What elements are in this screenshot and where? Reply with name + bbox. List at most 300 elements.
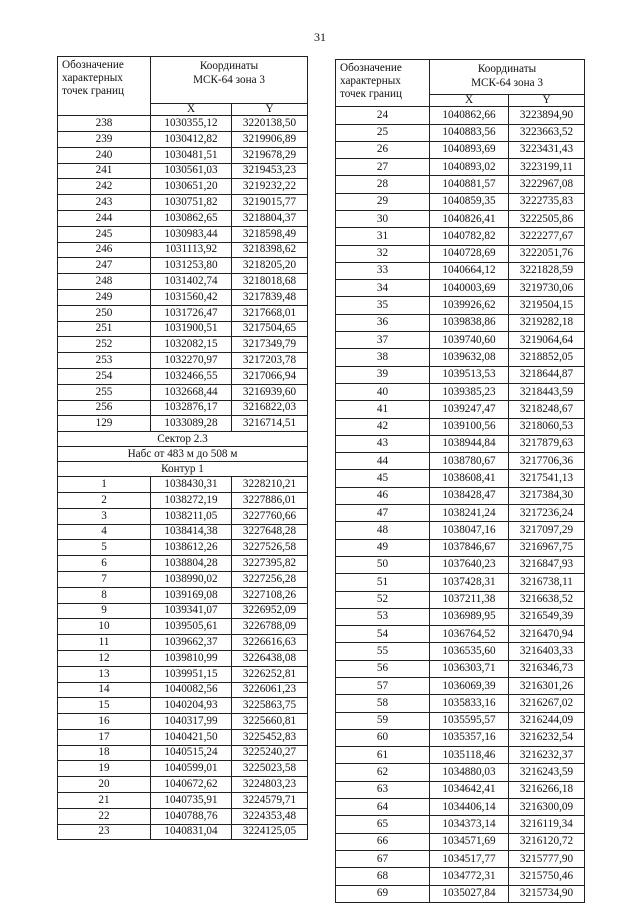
y-coordinate: 3227395,82	[232, 556, 308, 572]
point-number: 26	[336, 141, 430, 158]
y-coordinate: 3219232,22	[232, 179, 308, 195]
point-number: 256	[58, 400, 151, 416]
x-coordinate: 1031560,42	[151, 289, 232, 305]
x-coordinate: 1039513,53	[430, 366, 509, 383]
table-row	[336, 678, 585, 695]
x-coordinate: 1036989,95	[430, 608, 509, 625]
table-row	[58, 603, 308, 619]
y-coordinate: 3227256,28	[232, 571, 308, 587]
y-coordinate: 3226252,81	[232, 666, 308, 682]
point-number: 43	[336, 435, 430, 452]
x-coordinate: 1039385,23	[430, 383, 509, 400]
point-number: 56	[336, 660, 430, 677]
y-coordinate: 3219064,64	[509, 332, 585, 349]
x-coordinate: 1037428,31	[430, 574, 509, 591]
header-point-label: Обозначение характерных точек границ	[336, 60, 430, 107]
table-row	[58, 729, 308, 745]
x-coordinate: 1030412,82	[151, 132, 232, 148]
table-row	[58, 210, 308, 226]
y-coordinate: 3222967,08	[509, 176, 585, 193]
table-row	[336, 487, 585, 504]
y-coordinate: 3219906,89	[232, 132, 308, 148]
x-coordinate: 1038272,19	[151, 492, 232, 508]
point-number: 68	[336, 868, 430, 885]
table-row	[58, 619, 308, 635]
y-coordinate: 3216120,72	[509, 833, 585, 850]
table-row	[336, 608, 585, 625]
point-number: 37	[336, 332, 430, 349]
x-coordinate: 1034373,14	[430, 816, 509, 833]
table-row	[58, 761, 308, 777]
table-row	[58, 682, 308, 698]
y-coordinate: 3225863,75	[232, 698, 308, 714]
x-coordinate: 1036069,39	[430, 678, 509, 695]
table-row	[336, 124, 585, 141]
table-row	[58, 179, 308, 195]
y-coordinate: 3224579,71	[232, 793, 308, 809]
table-row	[58, 587, 308, 603]
y-coordinate: 3217097,29	[509, 522, 585, 539]
x-coordinate: 1034642,41	[430, 781, 509, 798]
header-y: Y	[509, 95, 585, 107]
point-number: 238	[58, 116, 151, 132]
point-number: 61	[336, 747, 430, 764]
table-row	[58, 132, 308, 148]
table-row	[58, 777, 308, 793]
table-row	[336, 159, 585, 176]
table-row	[58, 508, 308, 524]
table-row	[336, 470, 585, 487]
x-coordinate: 1040599,01	[151, 761, 232, 777]
table-row	[58, 793, 308, 809]
point-number: 255	[58, 384, 151, 400]
x-coordinate: 1038612,26	[151, 540, 232, 556]
x-coordinate: 1030481,51	[151, 147, 232, 163]
table-row	[336, 366, 585, 383]
y-coordinate: 3219730,06	[509, 280, 585, 297]
table-row	[58, 824, 308, 840]
x-coordinate: 1038944,84	[430, 435, 509, 452]
table-row	[336, 383, 585, 400]
table-row	[58, 353, 308, 369]
point-number: 242	[58, 179, 151, 195]
y-coordinate: 3216232,54	[509, 729, 585, 746]
point-number: 250	[58, 305, 151, 321]
point-number: 17	[58, 729, 151, 745]
y-coordinate: 3217504,65	[232, 321, 308, 337]
table-row	[58, 368, 308, 384]
x-coordinate: 1033089,28	[151, 416, 232, 432]
x-coordinate: 1040515,24	[151, 745, 232, 761]
x-coordinate: 1035118,46	[430, 747, 509, 764]
header-coordinates: Координаты МСК-64 зона 3	[151, 57, 308, 104]
point-number: 4	[58, 524, 151, 540]
table-row	[58, 195, 308, 211]
y-coordinate: 3226788,09	[232, 619, 308, 635]
point-number: 39	[336, 366, 430, 383]
table-row	[336, 660, 585, 677]
table-row	[336, 747, 585, 764]
table-row	[58, 147, 308, 163]
point-number: 13	[58, 666, 151, 682]
y-coordinate: 3216714,51	[232, 416, 308, 432]
x-coordinate: 1040782,82	[430, 228, 509, 245]
point-number: 12	[58, 650, 151, 666]
x-coordinate: 1039169,08	[151, 587, 232, 603]
point-number: 62	[336, 764, 430, 781]
table-row	[58, 745, 308, 761]
x-coordinate: 1040893,69	[430, 141, 509, 158]
x-coordinate: 1040881,57	[430, 176, 509, 193]
point-number: 55	[336, 643, 430, 660]
point-number: 35	[336, 297, 430, 314]
y-coordinate: 3217668,01	[232, 305, 308, 321]
x-coordinate: 1040003,69	[430, 280, 509, 297]
point-number: 247	[58, 258, 151, 274]
y-coordinate: 3226952,09	[232, 603, 308, 619]
point-number: 2	[58, 492, 151, 508]
y-coordinate: 3216267,02	[509, 695, 585, 712]
header-y: Y	[232, 104, 308, 116]
point-number: 41	[336, 401, 430, 418]
y-coordinate: 3226616,63	[232, 635, 308, 651]
x-coordinate: 1034772,31	[430, 868, 509, 885]
point-number: 243	[58, 195, 151, 211]
point-number: 31	[336, 228, 430, 245]
x-coordinate: 1040735,91	[151, 793, 232, 809]
x-coordinate: 1040082,56	[151, 682, 232, 698]
x-coordinate: 1034571,69	[430, 833, 509, 850]
y-coordinate: 3222735,83	[509, 193, 585, 210]
y-coordinate: 3216847,93	[509, 556, 585, 573]
y-coordinate: 3224803,23	[232, 777, 308, 793]
point-number: 28	[336, 176, 430, 193]
y-coordinate: 3218018,68	[232, 274, 308, 290]
x-coordinate: 1038047,16	[430, 522, 509, 539]
y-coordinate: 3219015,77	[232, 195, 308, 211]
table-row	[336, 332, 585, 349]
left-coordinates-table	[57, 56, 308, 840]
y-coordinate: 3217203,78	[232, 353, 308, 369]
table-row	[58, 635, 308, 651]
y-coordinate: 3220138,50	[232, 116, 308, 132]
point-number: 25	[336, 124, 430, 141]
table-row	[58, 808, 308, 824]
y-coordinate: 3218205,20	[232, 258, 308, 274]
y-coordinate: 3224125,05	[232, 824, 308, 840]
point-number: 30	[336, 210, 430, 227]
x-coordinate: 1038414,38	[151, 524, 232, 540]
page-number: 31	[314, 30, 326, 44]
point-number: 40	[336, 383, 430, 400]
point-number: 66	[336, 833, 430, 850]
x-coordinate: 1032876,17	[151, 400, 232, 416]
x-coordinate: 1038804,28	[151, 556, 232, 572]
point-number: 241	[58, 163, 151, 179]
table-row	[58, 400, 308, 416]
y-coordinate: 3225452,83	[232, 729, 308, 745]
table-row	[336, 505, 585, 522]
y-coordinate: 3216346,73	[509, 660, 585, 677]
point-number: 59	[336, 712, 430, 729]
y-coordinate: 3218598,49	[232, 226, 308, 242]
x-coordinate: 1035357,16	[430, 729, 509, 746]
x-coordinate: 1031726,47	[151, 305, 232, 321]
x-coordinate: 1036764,52	[430, 626, 509, 643]
table-row	[336, 245, 585, 262]
x-coordinate: 1037211,38	[430, 591, 509, 608]
x-coordinate: 1038241,24	[430, 505, 509, 522]
point-number: 47	[336, 505, 430, 522]
table-row	[336, 868, 585, 885]
x-coordinate: 1040421,50	[151, 729, 232, 745]
x-coordinate: 1039247,47	[430, 401, 509, 418]
table-row	[336, 435, 585, 452]
table-row	[336, 176, 585, 193]
point-number: 16	[58, 714, 151, 730]
y-coordinate: 3219453,23	[232, 163, 308, 179]
point-number: 11	[58, 635, 151, 651]
y-coordinate: 3217541,13	[509, 470, 585, 487]
x-coordinate: 1034406,14	[430, 799, 509, 816]
x-coordinate: 1031900,51	[151, 321, 232, 337]
x-coordinate: 1040862,66	[430, 107, 509, 124]
y-coordinate: 3216549,39	[509, 608, 585, 625]
table-row	[336, 850, 585, 867]
table-row	[58, 274, 308, 290]
point-number: 33	[336, 262, 430, 279]
table-row	[336, 141, 585, 158]
table-row	[336, 401, 585, 418]
y-coordinate: 3225660,81	[232, 714, 308, 730]
y-coordinate: 3227886,01	[232, 492, 308, 508]
y-coordinate: 3216822,03	[232, 400, 308, 416]
point-number: 246	[58, 242, 151, 258]
x-coordinate: 1039951,15	[151, 666, 232, 682]
point-number: 48	[336, 522, 430, 539]
point-number: 240	[58, 147, 151, 163]
y-coordinate: 3223894,90	[509, 107, 585, 124]
point-number: 65	[336, 816, 430, 833]
point-number: 34	[336, 280, 430, 297]
y-coordinate: 3218060,53	[509, 418, 585, 435]
x-coordinate: 1038990,02	[151, 571, 232, 587]
point-number: 38	[336, 349, 430, 366]
y-coordinate: 3228210,21	[232, 477, 308, 493]
point-number: 239	[58, 132, 151, 148]
x-coordinate: 1034517,77	[430, 850, 509, 867]
table-row	[58, 698, 308, 714]
table-row	[336, 833, 585, 850]
y-coordinate: 3225240,27	[232, 745, 308, 761]
table-row	[336, 262, 585, 279]
point-number: 50	[336, 556, 430, 573]
y-coordinate: 3216301,26	[509, 678, 585, 695]
sector-title: Сектор 2.3	[58, 432, 308, 447]
point-number: 27	[336, 159, 430, 176]
x-coordinate: 1038428,47	[430, 487, 509, 504]
table-row	[336, 522, 585, 539]
table-row	[58, 714, 308, 730]
x-coordinate: 1036303,71	[430, 660, 509, 677]
point-number: 252	[58, 337, 151, 353]
table-row	[336, 799, 585, 816]
point-number: 245	[58, 226, 151, 242]
x-coordinate: 1030651,20	[151, 179, 232, 195]
header-point-label: Обозначение характерных точек границ	[58, 57, 151, 116]
table-row	[336, 453, 585, 470]
point-number: 253	[58, 353, 151, 369]
y-coordinate: 3223431,43	[509, 141, 585, 158]
table-row	[336, 539, 585, 556]
table-row	[58, 305, 308, 321]
point-number: 54	[336, 626, 430, 643]
point-number: 24	[336, 107, 430, 124]
x-coordinate: 1039810,99	[151, 650, 232, 666]
x-coordinate: 1040672,62	[151, 777, 232, 793]
y-coordinate: 3218398,62	[232, 242, 308, 258]
x-coordinate: 1035027,84	[430, 885, 509, 902]
y-coordinate: 3223663,52	[509, 124, 585, 141]
x-coordinate: 1031402,74	[151, 274, 232, 290]
point-number: 52	[336, 591, 430, 608]
y-coordinate: 3218248,67	[509, 401, 585, 418]
y-coordinate: 3215734,90	[509, 885, 585, 902]
point-number: 42	[336, 418, 430, 435]
table-row	[336, 695, 585, 712]
table-row	[58, 321, 308, 337]
y-coordinate: 3219678,29	[232, 147, 308, 163]
point-number: 10	[58, 619, 151, 635]
table-row	[336, 626, 585, 643]
table-row	[336, 591, 585, 608]
point-number: 49	[336, 539, 430, 556]
y-coordinate: 3217839,48	[232, 289, 308, 305]
x-coordinate: 1040826,41	[430, 210, 509, 227]
x-coordinate: 1030751,82	[151, 195, 232, 211]
table-row	[336, 193, 585, 210]
x-coordinate: 1040883,56	[430, 124, 509, 141]
table-row	[336, 107, 585, 124]
y-coordinate: 3216232,37	[509, 747, 585, 764]
point-number: 57	[336, 678, 430, 695]
x-coordinate: 1030983,44	[151, 226, 232, 242]
point-number: 19	[58, 761, 151, 777]
y-coordinate: 3227648,28	[232, 524, 308, 540]
table-row	[58, 242, 308, 258]
point-number: 6	[58, 556, 151, 572]
y-coordinate: 3218443,59	[509, 383, 585, 400]
y-coordinate: 3222505,86	[509, 210, 585, 227]
point-number: 244	[58, 210, 151, 226]
y-coordinate: 3216266,18	[509, 781, 585, 798]
x-coordinate: 1032270,97	[151, 353, 232, 369]
point-number: 18	[58, 745, 151, 761]
table-row	[336, 297, 585, 314]
x-coordinate: 1038430,31	[151, 477, 232, 493]
table-row	[336, 574, 585, 591]
x-coordinate: 1040788,76	[151, 808, 232, 824]
y-coordinate: 3227526,58	[232, 540, 308, 556]
table-row	[58, 556, 308, 572]
y-coordinate: 3215777,90	[509, 850, 585, 867]
y-coordinate: 3216119,34	[509, 816, 585, 833]
point-number: 248	[58, 274, 151, 290]
y-coordinate: 3218852,05	[509, 349, 585, 366]
point-number: 51	[336, 574, 430, 591]
y-coordinate: 3217349,79	[232, 337, 308, 353]
y-coordinate: 3216300,09	[509, 799, 585, 816]
y-coordinate: 3215750,46	[509, 868, 585, 885]
x-coordinate: 1030862,65	[151, 210, 232, 226]
y-coordinate: 3224353,48	[232, 808, 308, 824]
x-coordinate: 1039740,60	[430, 332, 509, 349]
y-coordinate: 3222051,76	[509, 245, 585, 262]
table-row	[336, 280, 585, 297]
y-coordinate: 3217066,94	[232, 368, 308, 384]
point-number: 254	[58, 368, 151, 384]
y-coordinate: 3216244,09	[509, 712, 585, 729]
x-coordinate: 1037846,67	[430, 539, 509, 556]
point-number: 1	[58, 477, 151, 493]
table-row	[336, 816, 585, 833]
right-coordinates-table	[335, 59, 585, 903]
y-coordinate: 3227760,66	[232, 508, 308, 524]
x-coordinate: 1040831,04	[151, 824, 232, 840]
x-coordinate: 1038608,41	[430, 470, 509, 487]
table-row	[336, 349, 585, 366]
point-number: 53	[336, 608, 430, 625]
table-row	[58, 163, 308, 179]
y-coordinate: 3216967,75	[509, 539, 585, 556]
y-coordinate: 3218644,87	[509, 366, 585, 383]
table-row	[58, 492, 308, 508]
table-row	[336, 556, 585, 573]
table-row	[336, 712, 585, 729]
y-coordinate: 3217384,30	[509, 487, 585, 504]
table-row	[58, 540, 308, 556]
y-coordinate: 3225023,58	[232, 761, 308, 777]
table-row	[58, 337, 308, 353]
point-number: 63	[336, 781, 430, 798]
point-number: 46	[336, 487, 430, 504]
y-coordinate: 3216403,33	[509, 643, 585, 660]
point-number: 14	[58, 682, 151, 698]
y-coordinate: 3223199,11	[509, 159, 585, 176]
table-row	[58, 571, 308, 587]
x-coordinate: 1040664,12	[430, 262, 509, 279]
point-number: 22	[58, 808, 151, 824]
header-x: X	[430, 95, 509, 107]
x-coordinate: 1039505,61	[151, 619, 232, 635]
table-row	[336, 781, 585, 798]
point-number: 249	[58, 289, 151, 305]
x-coordinate: 1038780,67	[430, 453, 509, 470]
table-row	[58, 289, 308, 305]
table-row	[58, 524, 308, 540]
x-coordinate: 1039838,86	[430, 314, 509, 331]
point-number: 69	[336, 885, 430, 902]
point-number: 58	[336, 695, 430, 712]
table-row	[336, 764, 585, 781]
table-row	[58, 116, 308, 132]
x-coordinate: 1032082,15	[151, 337, 232, 353]
x-coordinate: 1036535,60	[430, 643, 509, 660]
x-coordinate: 1039926,62	[430, 297, 509, 314]
y-coordinate: 3219282,18	[509, 314, 585, 331]
point-number: 67	[336, 850, 430, 867]
x-coordinate: 1039632,08	[430, 349, 509, 366]
